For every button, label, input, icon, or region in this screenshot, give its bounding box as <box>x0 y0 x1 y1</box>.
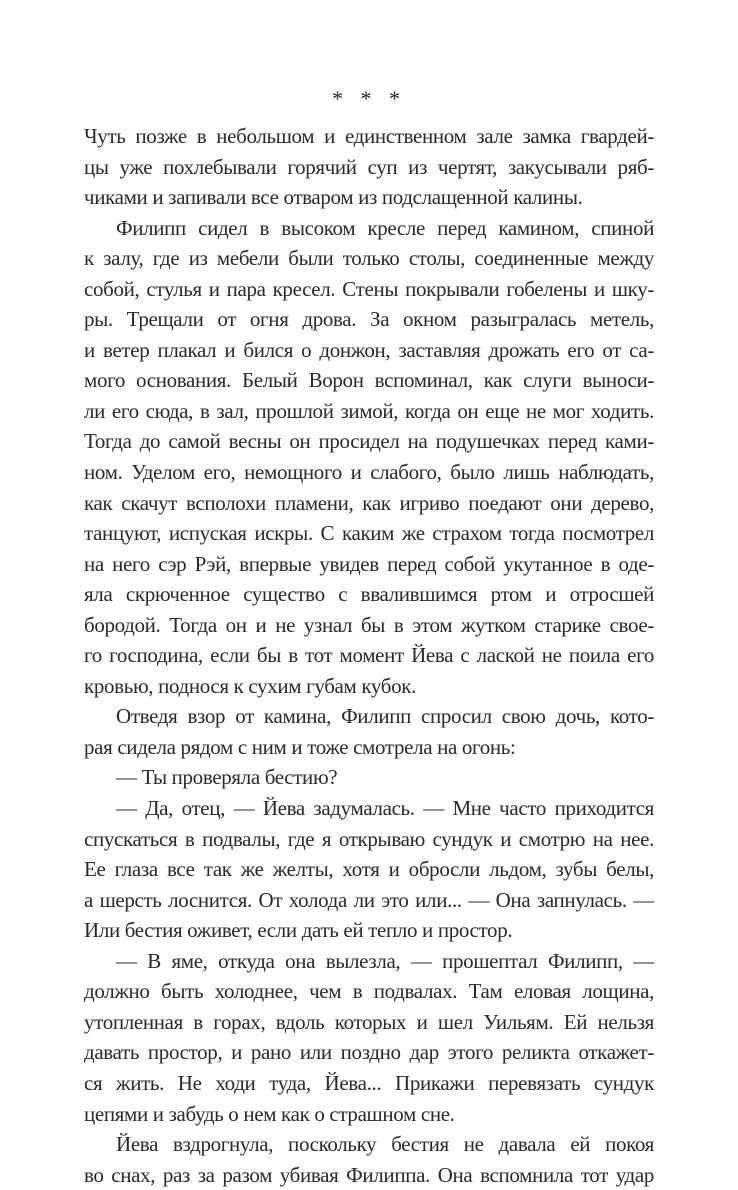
paragraph <box>84 121 654 213</box>
text-line: — Да, отец, — Йева задумалась. — Мне часто приходится <box>116 796 654 821</box>
text-line: ли его сюда, в зал, прошлой зимой, когда он еще не мог ходить. <box>84 398 654 423</box>
text-line: танцуют, испуская искры. С каким же страхом тогда посмотрел <box>84 521 654 546</box>
text-line: утопленная в горах, вдоль которых и шел Уильям. Ей нельзя <box>84 1009 654 1034</box>
text-line: Филипп сидел в высоком кресле перед камином, спиной <box>116 215 654 240</box>
text-line: и ветер плакал и бился о донжон, заставляя дрожать его от са- <box>84 337 654 362</box>
paragraph <box>84 762 654 793</box>
text-line: Чуть позже в небольшом и единственном зале замка гвардей- <box>84 124 654 148</box>
text-line: рая сидела рядом с ним и тоже смотрела на огонь: <box>84 734 516 759</box>
text-line: яла скрюченное существо с ввалившимся ртом и отросшей <box>84 582 654 607</box>
text-line: ном. Уделом его, немощного и слабого, было лишь наблюдать, <box>84 460 654 485</box>
paragraph <box>84 793 654 946</box>
text-line: должно быть холоднее, чем в подвалах. Там еловая лощина, <box>84 979 654 1004</box>
paragraph <box>84 946 654 1129</box>
text-line: а шерсть лоснится. От холода ли это или... — Она запнулась. — <box>84 887 654 912</box>
page-body-text <box>84 121 654 1190</box>
text-line: цепями и забудь о нем как о страшном сне. <box>84 1101 455 1126</box>
text-line: во снах, раз за разом убивая Филиппа. Она вспомнила тот удар <box>84 1162 654 1187</box>
text-line: спускаться в подвалы, где я открываю сундук и смотрю на нее. <box>84 826 654 851</box>
text-line: как скачут всполохи пламени, как игриво поедают они дерево, <box>84 490 654 515</box>
text-line: Тогда до самой весны он просидел на подушечках перед ками- <box>84 429 654 454</box>
text-line: кровью, поднося к сухим губам кубок. <box>84 673 417 698</box>
paragraph <box>84 213 654 702</box>
text-line: цы уже похлебывали горячий суп из чертят, закусывали ряб- <box>84 154 654 179</box>
text-line: Отведя взор от камина, Филипп спросил свою дочь, кото- <box>116 704 654 729</box>
text-line: чиками и запивали все отваром из подслащенной калины. <box>84 185 583 210</box>
text-line: Ее глаза все так же желты, хотя и обросли льдом, зубы белы, <box>84 857 654 882</box>
text-line: го господина, если бы в тот момент Йева с лаской не поила его <box>84 643 654 668</box>
text-line: ся жить. Не ходи туда, Йева... Прикажи перевязать сундук <box>84 1070 654 1095</box>
text-line: собой, стулья и пара кресел. Стены покрывали гобелены и шку- <box>84 276 654 301</box>
text-line: Йева вздрогнула, поскольку бестия не давала ей покоя <box>116 1132 654 1157</box>
text-line: — Ты проверяла бестию? <box>116 765 338 790</box>
text-line: бородой. Тогда он и не узнал бы в этом жутком старике свое- <box>84 612 654 637</box>
text-line: Или бестия оживет, если дать ей тепло и простор. <box>84 918 513 943</box>
text-line: — В яме, откуда она вылезла, — прошептал Филипп, — <box>116 948 654 973</box>
text-line: ры. Трещали от огня дрова. За окном разыгралась метель, <box>84 307 654 332</box>
text-line: давать простор, и рано или поздно дар этого реликта откажет- <box>84 1040 654 1065</box>
paragraph <box>84 701 654 762</box>
text-line: мого основания. Белый Ворон вспоминал, как слуги выноси- <box>84 368 654 393</box>
text-line: на него сэр Рэй, впервые увидев перед собой укутанное в оде- <box>84 551 654 576</box>
section-separator: * * * <box>332 86 406 111</box>
text-line: к залу, где из мебели были только столы, соединенные между <box>84 246 654 271</box>
